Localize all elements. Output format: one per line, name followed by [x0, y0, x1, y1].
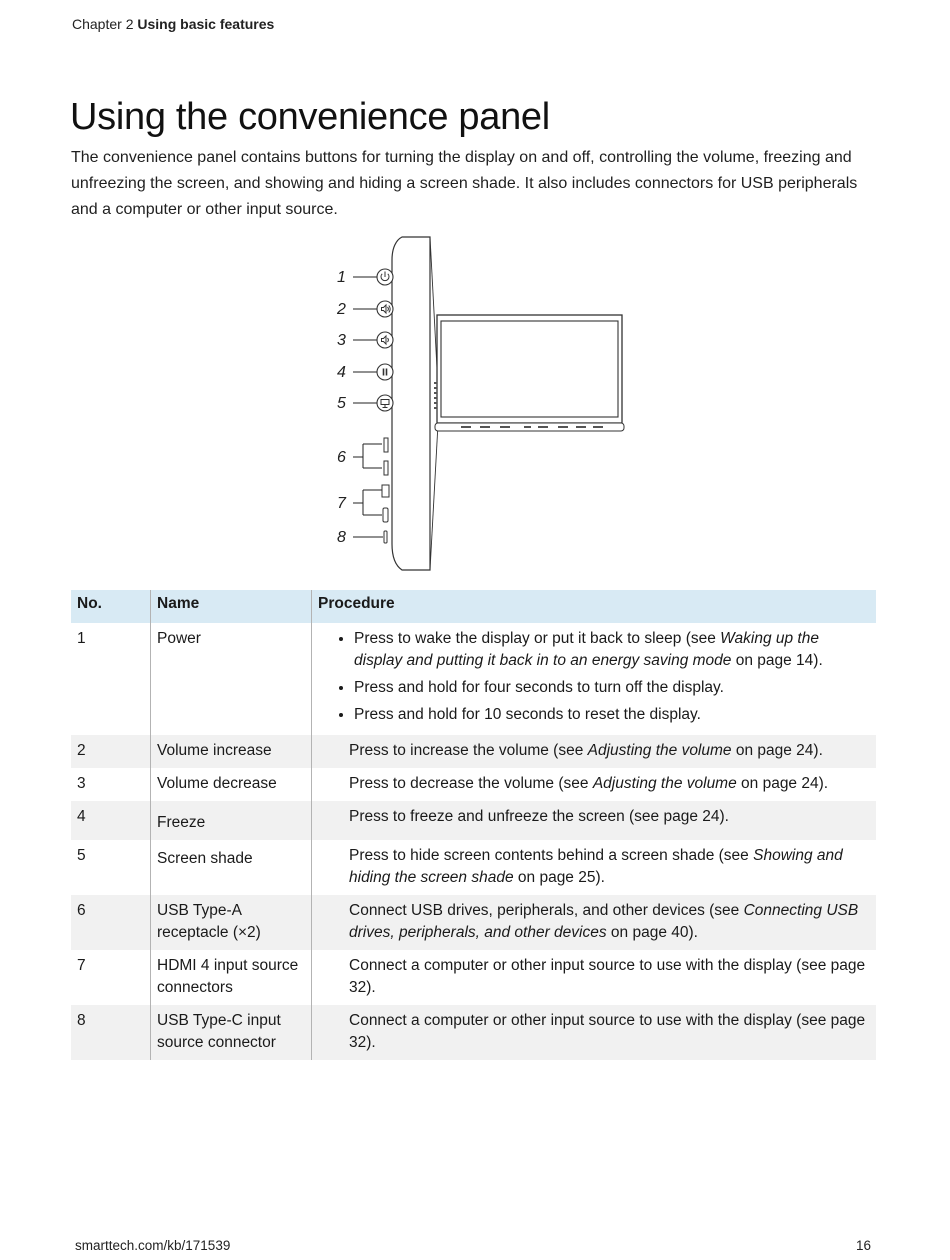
callout-2: 2	[337, 301, 346, 318]
table-row	[71, 1005, 876, 1060]
section-label: Using basic features	[137, 16, 275, 32]
row-no: 7	[71, 950, 151, 1005]
callout-7: 7	[337, 495, 346, 512]
table-row	[71, 801, 876, 840]
row-name: USB Type-C input source connector	[151, 1005, 312, 1060]
table-row	[71, 768, 876, 801]
table-header-row	[71, 590, 876, 623]
row-procedure	[312, 623, 877, 735]
table-row	[71, 895, 876, 950]
cross-reference: Connecting USB drives, peripherals, and other devices	[349, 902, 859, 941]
footer-url[interactable]: smarttech.com/kb/171539	[75, 1238, 231, 1253]
screen-shade-icon	[377, 395, 393, 411]
row-no: 4	[71, 801, 151, 840]
hdmi-port-2	[383, 508, 388, 522]
row-procedure: Press to decrease the volume (see Adjusting the volume on page 24).	[349, 775, 829, 792]
row-no: 3	[71, 768, 151, 801]
row-name: Volume increase	[151, 735, 312, 768]
row-procedure: Press to freeze and unfreeze the screen (see page 24).	[312, 801, 877, 840]
cross-reference: Showing and hiding the screen shade	[349, 847, 843, 886]
callout-1: 1	[337, 269, 346, 286]
page-title: Using the convenience panel	[70, 96, 550, 138]
row-no: 6	[71, 895, 151, 950]
page-number: 16	[855, 1238, 871, 1253]
panel-diagram	[330, 232, 630, 574]
table-row	[71, 623, 876, 735]
callout-3: 3	[337, 332, 346, 349]
controls-table	[71, 590, 876, 1060]
row-procedure: Press to increase the volume (see Adjusting the volume on page 24).	[312, 735, 877, 768]
callout-5: 5	[337, 395, 346, 412]
row-name: Volume decrease	[151, 768, 312, 801]
panel-body	[392, 237, 430, 570]
row-name: Screen shade	[151, 840, 312, 895]
panel-ports	[382, 438, 389, 543]
callout-6: 6	[337, 449, 346, 466]
row-procedure: Connect a computer or other input source to use with the display (see page 32).	[349, 957, 866, 996]
display-front-view	[434, 315, 624, 431]
table-row	[71, 950, 876, 1005]
row-no: 1	[71, 623, 151, 735]
row-procedure: Connect a computer or other input source to use with the display (see page 32).	[312, 1005, 877, 1060]
row-procedure: Press to hide screen contents behind a screen shade (see Showing and hiding the screen shade on page 25).	[349, 847, 843, 886]
chapter-label: Chapter 2	[72, 16, 134, 32]
display-screen	[441, 321, 618, 417]
cross-reference: Waking up the display and putting it back in to an energy saving mode	[354, 630, 819, 669]
pause-icon	[377, 364, 393, 380]
row-name: USB Type-A receptacle (×2)	[151, 895, 312, 950]
zoom-line-bottom	[430, 424, 438, 570]
row-name: HDMI 4 input source connectors	[151, 950, 312, 1005]
table-row	[71, 840, 876, 895]
cross-reference: Adjusting the volume	[587, 742, 732, 759]
bullet-item: • Press to wake the display or put it back to sleep (see Waking up the display and putting it back in to an energy saving mode on page 14).	[354, 628, 870, 672]
row-no: 5	[71, 840, 151, 895]
row-no: 2	[71, 735, 151, 768]
callout-8: 8	[337, 529, 346, 546]
table-row	[71, 735, 876, 768]
row-no: 8	[71, 1005, 151, 1060]
bullet-item: • Press and hold for 10 seconds to reset the display.	[354, 704, 870, 726]
callout-4: 4	[337, 364, 346, 381]
row-name: Power	[151, 623, 312, 735]
row-name: Freeze	[151, 801, 312, 840]
header-no: No.	[71, 590, 151, 623]
header-procedure: Procedure	[312, 590, 877, 623]
bullet-item: • Press and hold for four seconds to turn off the display.	[354, 677, 870, 699]
procedure-bullets	[318, 628, 870, 726]
row-procedure: Connect USB drives, peripherals, and other devices (see Connecting USB drives, peripherals, and other devices on page 40).	[312, 895, 877, 950]
usb-a-port-1	[384, 438, 388, 452]
volume-down-icon	[377, 332, 393, 348]
running-header	[72, 16, 274, 32]
header-name: Name	[151, 590, 312, 623]
usb-a-port-2	[384, 461, 388, 475]
intro-paragraph: The convenience panel contains buttons for turning the display on and off, controlling the volume, freezing and unfreezing the screen, and showing and hiding a screen shade. It also includes connectors for USB peripherals and a computer or other input source.	[71, 149, 858, 218]
usb-c-port	[384, 531, 387, 543]
cross-reference: Adjusting the volume	[592, 775, 737, 792]
convenience-panel-figure	[330, 232, 630, 574]
hdmi-port	[382, 485, 389, 497]
